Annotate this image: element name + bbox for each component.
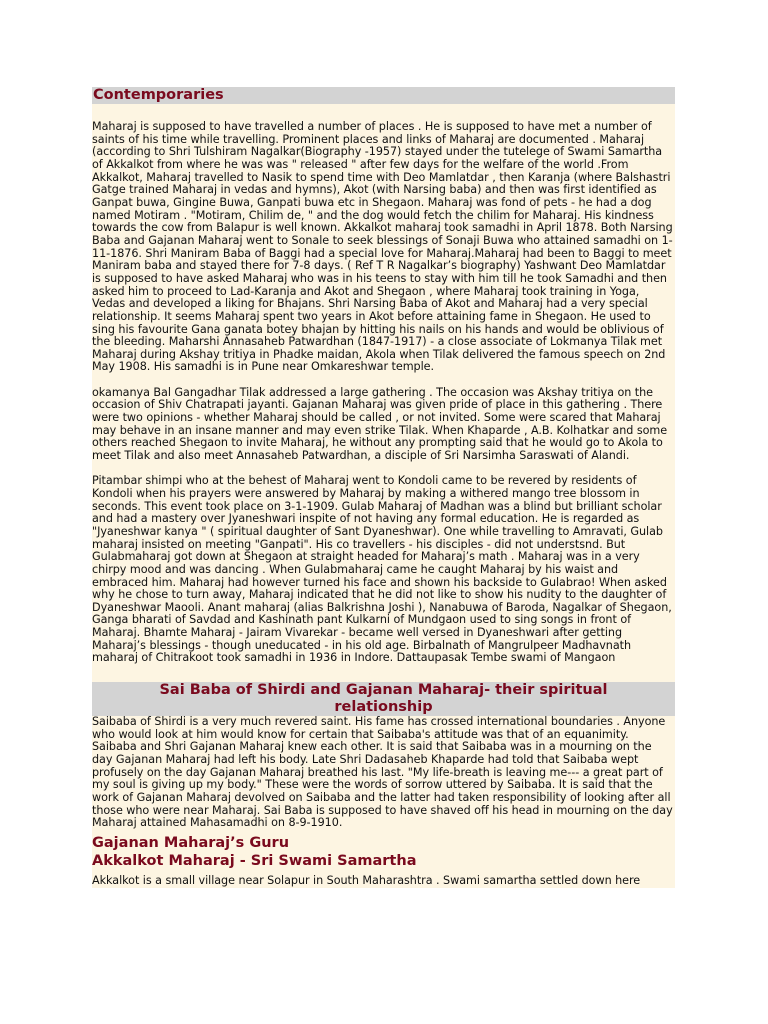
article-body — [92, 87, 675, 888]
section-heading-saibaba: Sai Baba of Shirdi and Gajanan Maharaj- their spiritual relationship — [92, 682, 675, 716]
paragraph-contemporaries-1: Maharaj is supposed to have travelled a number of places . He is supposed to have met a number of saints of his time while travelling. Prominent places and links of Maharaj are documented . Maharaj (according to Shri Tulshiram Nagalkar(Biography -1957) stayed under the tutelege of Swami Samartha of Akkalkot from where he was was " released " after few days for the welfare of the world .From Akkalkot, Maharaj travelled to Nasik to spend time with Deo Mamlatdar , then Karanja (where Balshastri Gatge trained Maharaj in vedas and hymns), Akot (with Narsing baba) and then was first identified as Ganpat buwa, Gingine Buwa, Ganpati buwa etc in Shegaon. Maharaj was fond of pets - he had a dog named Motiram . "Motiram, Chilim de, " and the dog would fetch the chilim for Maharaj. His kindness towards the cow from Balapur is well known. Akkalkot maharaj took samadhi in April 1878. Both Narsing Baba and Gajanan Maharaj went to Sonale to seek blessings of Sonaji Buwa who attained samadhi on 1-11-1876. Shri Maniram Baba of Baggi had a special love for Maharaj.Maharaj had been to Baggi to meet Maniram baba and stayed there for 7-8 days. ( Ref T R Nagalkar’s biography) Yashwant Deo Mamlatdar is supposed to have asked Maharaj who was in his teens to stay with him till he took Samadhi and then asked him to proceed to Lad-Karanja and Akot and Shegaon , where Maharaj took training in Yoga, Vedas and developed a liking for Bhajans. Shri Narsing Baba of Akot and Maharaj had a very special relationship. It seems Maharaj spent two years in Akot before attaining fame in Shegaon. He used to sing his favourite Gana ganata botey bhajan by hitting his nails on his hands and would be oblivious of the bleeding. Maharshi Annasaheb Patwardhan (1847-1917) - a close associate of Lokmanya Tilak met Maharaj during Akshay tritiya in Phadke maidan, Akola when Tilak delivered the famous speech on 2nd May 1908. His samadhi is in Pune near Omkareshwar temple. — [92, 120, 673, 374]
guru-heading-line-1: Gajanan Maharaj’s Guru — [92, 835, 290, 851]
paragraph-contemporaries-2: okamanya Bal Gangadhar Tilak addressed a large gathering . The occasion was Akshay tritiya on the occasion of Shiv Chatrapati jayanti. Gajanan Maharaj was given pride of place in this gathering . There were two opinions - whether Maharaj should be called , or not invited. Some were scared that Maharaj may behave in an insane manner and may even strike Tilak. When Khaparde , A.B. Kolhatkar and some others reached Shegaon to invite Maharaj, he without any prompting said that he would go to Akola to meet Tilak and also meet Annasaheb Patwardhan, a disciple of Sri Narsimha Saraswati of Alandi. — [92, 385, 668, 462]
paragraph-akkalkot: Akkalkot is a small village near Solapur in South Maharashtra . Swami samartha settled down here — [92, 874, 641, 887]
paragraph-contemporaries-3: Pitambar shimpi who at the behest of Maharaj went to Kondoli came to be revered by residents of Kondoli when his prayers were answered by Maharaj by making a withered mango tree blossom in seconds. This event took place on 3-1-1909. Gulab Maharaj of Madhan was a blind but brilliant scholar and had a mastery over Jyaneshwari inspite of not having any formal education. He is regarded as "Jyaneshwar kanya " ( spiritual daughter of Sant Dyaneshwar). One while travelling to Amravati, Gulab maharaj insisted on meeting "Ganpati". His co travellers - his disciples - did not understsnd. But Gulabmaharaj got down at Shegaon at straight headed for Maharaj’s math . Maharaj was in a very chirpy mood and was dancing . When Gulabmaharaj came he caught Maharaj by his waist and embraced him. Maharaj had however turned his face and shown his backside to Gulabrao! When asked why he chose to turn away, Maharaj indicated that he did not like to show his nudity to the daughter of Dyaneshwar Maooli. Anant maharaj (alias Balkrishna Joshi ), Nanabuwa of Baroda, Nagalkar of Shegaon, Ganga bharati of Savdad and Kashinath pant Kulkarni of Mundgaon used to sing songs in front of Maharaj. Bhamte Maharaj - Jairam Vivarekar - became well versed in Dyaneshwari after getting Maharaj’s blessings - though uneducated - in his old age. Birbalnath of Mangrulpeer Madhavnath maharaj of Chitrakoot took samadhi in 1936 in Indore. Dattaupasak Tembe swami of Mangaon — [92, 474, 672, 665]
guru-heading-line-2: Akkalkot Maharaj - Sri Swami Samartha — [92, 853, 417, 869]
paragraph-saibaba: Saibaba of Shirdi is a very much revered saint. His fame has crossed international boundaries . Anyone who would look at him would know for certain that Saibaba's attitude was that of an equanimity. Saibaba and Shri Gajanan Maharaj knew each other. It is said that Saibaba was in a mourning on the day Gajanan Maharaj had left his body. Late Shri Dadasaheb Khaparde had told that Saibaba wept profusely on the day Gajanan Maharaj breathed his last. "My life-breath is leaving me--- a great part of my soul is giving up my body." These were the words of sorrow uttered by Saibaba. It is said that the work of Gajanan Maharaj devolved on Saibaba and the latter had taken responsibility of looking after all those who were near Maharaj. Sai Baba is supposed to have shaved off his head in mourning on the day Maharaj attained Mahasamadhi on 8-9-1910. — [92, 715, 673, 830]
section-heading-contemporaries: Contemporaries — [92, 87, 675, 104]
section-heading-guru — [92, 834, 675, 870]
